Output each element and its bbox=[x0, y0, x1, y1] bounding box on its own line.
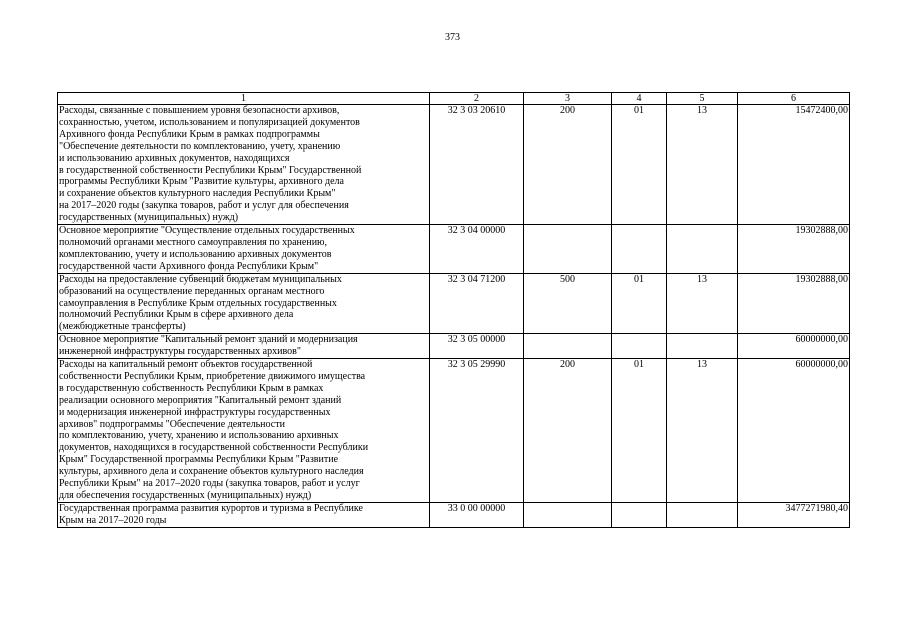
row-name: Основное мероприятие "Капитальный ремонт зданий и модернизация инженерной инфраструктуры государственных архивов" bbox=[58, 334, 430, 359]
row-amount: 19302888,00 bbox=[738, 273, 850, 334]
row-subsection bbox=[667, 225, 738, 274]
row-code: 32 3 04 71200 bbox=[430, 273, 524, 334]
column-header-subsection: 5 bbox=[667, 93, 738, 105]
row-expense-type: 200 bbox=[524, 105, 612, 225]
row-expense-type bbox=[524, 502, 612, 527]
row-subsection: 13 bbox=[667, 273, 738, 334]
row-subsection: 13 bbox=[667, 359, 738, 503]
row-name: Расходы на капитальный ремонт объектов государственной собственности Республики Крым, приобретение движимого имущества в государственную собственность Республики Крым в рамках реализации основного мероприятия "Капитальный ремонт зданий и модернизация инженерной инфраструктуры государственных архивов" подпрограммы "Обеспечение деятельности по комплектованию, учету, хранению и использованию архивных документов, находящихся в государственной собственности Республики Крым" Государственной программы Республики Крым "Развитие культуры, архивного дела и сохранение объектов культурного наследия Республики Крым" на 2017–2020 годы (закупка товаров, работ и услуг для обеспечения государственных (муниципальных) нужд) bbox=[58, 359, 430, 503]
row-code: 32 3 03 20610 bbox=[430, 105, 524, 225]
row-name: Расходы, связанные с повышением уровня безопасности архивов, сохранностью, учетом, использованием и популяризацией документов Архивного фонда Республики Крым в рамках подпрограммы "Обеспечение деятельности по комплектованию, учету, хранению и использованию архивных документов, находящихся в государственной собственности Республики Крым" Государственной программы Республики Крым "Развитие культуры, архивного дела и сохранение объектов культурного наследия Республики Крым" на 2017–2020 годы (закупка товаров, работ и услуг для обеспечения государственных (муниципальных) нужд) bbox=[58, 105, 430, 225]
row-section: 01 bbox=[612, 359, 667, 503]
row-section bbox=[612, 225, 667, 274]
table-header-row bbox=[58, 93, 850, 105]
table-row bbox=[58, 359, 850, 503]
column-header-name: 1 bbox=[58, 93, 430, 105]
row-name: Расходы на предоставление субвенций бюджетам муниципальных образований на осуществление переданных органам местного самоуправления в Республике Крым отдельных государственных полномочий Республики Крым в сфере архивного дела (межбюджетные трансферты) bbox=[58, 273, 430, 334]
table-row bbox=[58, 273, 850, 334]
row-name: Основное мероприятие "Осуществление отдельных государственных полномочий органами местного самоуправления по хранению, комплектованию, учету и использованию архивных документов государственной части Архивного фонда Республики Крым" bbox=[58, 225, 430, 274]
column-header-section: 4 bbox=[612, 93, 667, 105]
budget-table bbox=[57, 92, 850, 528]
row-code: 32 3 05 00000 bbox=[430, 334, 524, 359]
table-row bbox=[58, 334, 850, 359]
row-section: 01 bbox=[612, 105, 667, 225]
row-section bbox=[612, 334, 667, 359]
row-code: 33 0 00 00000 bbox=[430, 502, 524, 527]
row-amount: 15472400,00 bbox=[738, 105, 850, 225]
row-amount: 3477271980,40 bbox=[738, 502, 850, 527]
row-amount: 19302888,00 bbox=[738, 225, 850, 274]
row-subsection bbox=[667, 502, 738, 527]
table-row bbox=[58, 105, 850, 225]
row-amount: 60000000,00 bbox=[738, 334, 850, 359]
row-subsection: 13 bbox=[667, 105, 738, 225]
page-number: 373 bbox=[445, 32, 460, 43]
row-amount: 60000000,00 bbox=[738, 359, 850, 503]
column-header-expense-type: 3 bbox=[524, 93, 612, 105]
row-expense-type bbox=[524, 334, 612, 359]
row-name: Государственная программа развития курортов и туризма в Республике Крым на 2017–2020 годы bbox=[58, 502, 430, 527]
row-code: 32 3 04 00000 bbox=[430, 225, 524, 274]
row-expense-type bbox=[524, 225, 612, 274]
table-row bbox=[58, 225, 850, 274]
column-header-amount: 6 bbox=[738, 93, 850, 105]
column-header-code: 2 bbox=[430, 93, 524, 105]
row-expense-type: 500 bbox=[524, 273, 612, 334]
table-row bbox=[58, 502, 850, 527]
row-code: 32 3 05 29990 bbox=[430, 359, 524, 503]
row-section: 01 bbox=[612, 273, 667, 334]
row-section bbox=[612, 502, 667, 527]
row-subsection bbox=[667, 334, 738, 359]
row-expense-type: 200 bbox=[524, 359, 612, 503]
